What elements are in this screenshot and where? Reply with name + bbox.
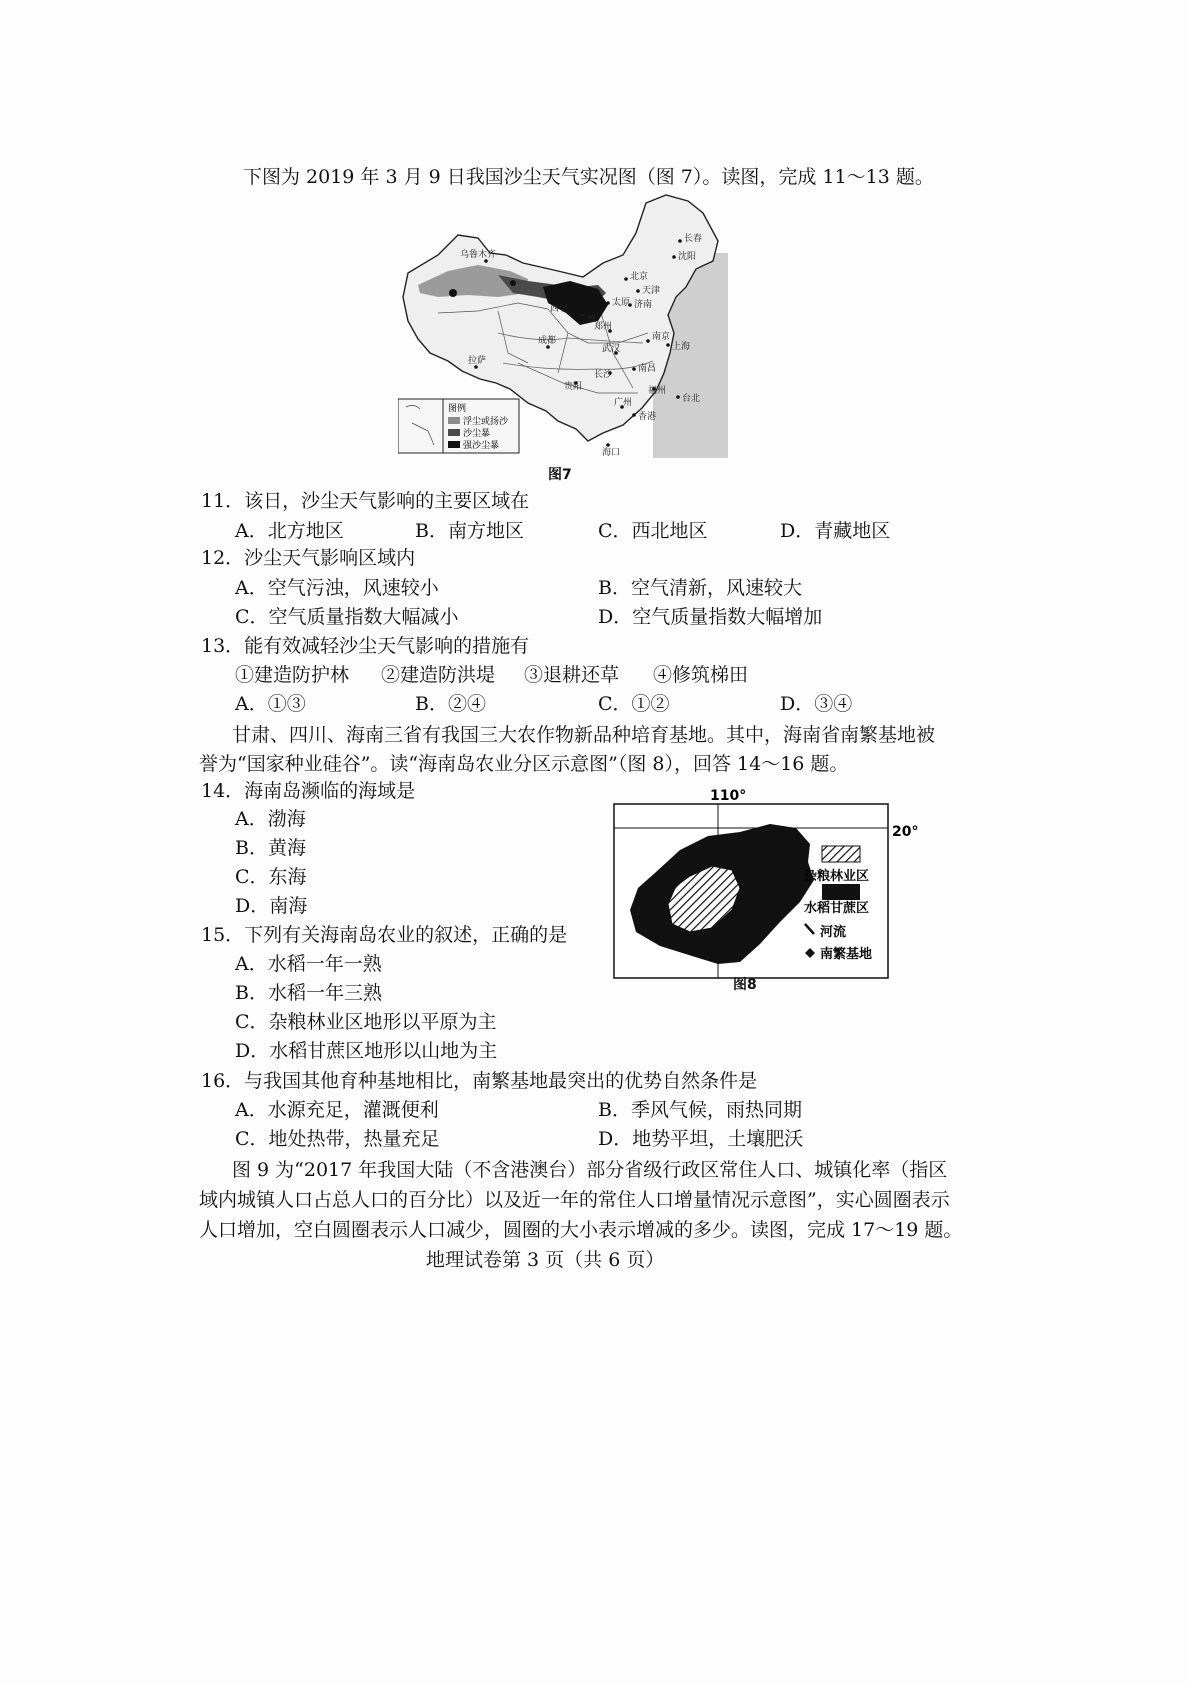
legend-severe: 强沙尘暴 (463, 441, 500, 451)
legend-swatch-sandstorm (448, 429, 460, 436)
intro-fig9-line3: 人口增加，空白圆圈表示人口减少，圆圈的大小表示增减的多少。读图，完成 17～19 题。 (199, 1219, 963, 1241)
q12-option-b: B．空气清新，风速较大 (598, 577, 802, 599)
q13-item-1: ①建造防护林 (235, 664, 350, 686)
legend-floating: 浮尘或扬沙 (463, 417, 509, 427)
intro-fig9-line1: 图 9 为“2017 年我国大陆（不含港澳台）部分省级行政区常住人口、城镇化率（指区 (232, 1159, 948, 1181)
svg-text:上海: 上海 (672, 342, 691, 352)
legend-rice-sugarcane: 水稻甘蔗区 (804, 901, 870, 916)
q13-item-3: ③退耕还草 (524, 664, 620, 686)
svg-text:天津: 天津 (642, 286, 661, 296)
dust-dot (449, 289, 457, 297)
q14-option-d: D．南海 (235, 895, 308, 917)
q16-option-c: C．地处热带，热量充足 (235, 1128, 440, 1150)
q16-stem: 16．与我国其他育种基地相比，南繁基地最突出的优势自然条件是 (201, 1070, 758, 1092)
legend-sandstorm: 沙尘暴 (463, 429, 491, 439)
legend-swatch-floating (448, 417, 460, 424)
q15-option-d: D．水稻甘蔗区地形以山地为主 (235, 1040, 498, 1062)
q11-option-d: D．青藏地区 (780, 520, 891, 542)
dust-dot (510, 280, 516, 286)
svg-text:长春: 长春 (684, 234, 703, 244)
svg-text:南昌: 南昌 (638, 364, 657, 374)
svg-text:广州: 广州 (614, 398, 633, 408)
svg-text:拉萨: 拉萨 (468, 356, 487, 366)
svg-text:福州: 福州 (648, 386, 667, 396)
svg-text:太原: 太原 (612, 298, 631, 308)
hainan-map-graphic (600, 784, 920, 994)
q13-stem: 13．能有效减轻沙尘天气影响的措施有 (201, 635, 530, 657)
figure-7-caption: 图7 (548, 467, 572, 483)
svg-text:济南: 济南 (634, 300, 653, 310)
figure-8-map (600, 784, 920, 994)
q12-option-a: A．空气污浊，风速较小 (235, 577, 439, 599)
longitude-label: 110° (710, 788, 747, 804)
svg-text:香港: 香港 (638, 412, 657, 422)
q15-option-c: C．杂粮林业区地形以平原为主 (235, 1011, 497, 1033)
svg-text:长沙: 长沙 (594, 370, 613, 380)
china-dust-map-graphic (398, 193, 728, 465)
latitude-label: 20° (892, 824, 919, 840)
q13-item-4: ④修筑梯田 (653, 664, 749, 686)
q15-option-b: B．水稻一年三熟 (235, 982, 382, 1004)
intro-fig9-line2: 域内城镇人口占总人口的百分比）以及近一年的常住人口增量情况示意图”，实心圆圈表示 (199, 1189, 950, 1211)
q11-option-c: C．西北地区 (598, 520, 708, 542)
page-footer: 地理试卷第 3 页（共 6 页） (426, 1249, 665, 1271)
q16-option-a: A．水源充足，灌溉便利 (235, 1099, 439, 1121)
q15-stem: 15．下列有关海南岛农业的叙述，正确的是 (201, 924, 568, 946)
q12-option-c: C．空气质量指数大幅减小 (235, 606, 459, 628)
q11-option-b: B．南方地区 (415, 520, 524, 542)
q14-option-b: B．黄海 (235, 837, 306, 859)
q13-option-b: B．②④ (415, 693, 486, 715)
q14-option-a: A．渤海 (235, 808, 306, 830)
svg-text:乌鲁木齐: 乌鲁木齐 (460, 250, 497, 260)
figure-7-map (398, 193, 728, 465)
q13-option-d: D．③④ (780, 693, 853, 715)
q13-option-a: A．①③ (235, 693, 306, 715)
legend-river: 河流 (820, 925, 847, 940)
q14-stem: 14．海南岛濒临的海域是 (201, 780, 416, 802)
legend-grain-forestry: 杂粮林业区 (804, 869, 870, 884)
q12-option-d: D．空气质量指数大幅增加 (598, 606, 823, 628)
svg-text:沈阳: 沈阳 (678, 252, 697, 262)
q16-option-d: D．地势平坦，土壤肥沃 (598, 1128, 804, 1150)
svg-text:贵阳: 贵阳 (564, 382, 583, 392)
figure-8-caption: 图8 (733, 977, 757, 993)
q13-item-2: ②建造防洪堤 (381, 664, 496, 686)
intro-fig7: 下图为 2019 年 3 月 9 日我国沙尘天气实况图（图 7）。读图，完成 11～13 题。 (243, 166, 934, 188)
svg-text:南京: 南京 (652, 332, 671, 342)
q13-option-c: C．①② (598, 693, 670, 715)
legend-swatch-rice-sugarcane (822, 884, 860, 900)
svg-text:郑州: 郑州 (594, 322, 613, 332)
q12-stem: 12．沙尘天气影响区域内 (201, 547, 416, 569)
south-sea-inset (398, 399, 443, 453)
q16-option-b: B．季风气候，雨热同期 (598, 1099, 802, 1121)
svg-text:成都: 成都 (538, 336, 557, 346)
svg-text:海口: 海口 (602, 448, 621, 458)
q14-option-c: C．东海 (235, 866, 307, 888)
svg-text:北京: 北京 (630, 272, 649, 282)
intro-fig8-line1: 甘肃、四川、海南三省有我国三大农作物新品种培育基地。其中，海南省南繁基地被 (232, 724, 936, 746)
q15-option-a: A．水稻一年一熟 (235, 953, 382, 975)
legend-swatch-severe (448, 441, 460, 448)
legend-title: 图例 (448, 404, 467, 414)
intro-fig8-line2: 誉为“国家种业硅谷”。读“海南岛农业分区示意图”（图 8），回答 14～16 题。 (199, 753, 849, 775)
svg-text:武汉: 武汉 (602, 344, 621, 354)
legend-swatch-grain-forestry (822, 846, 860, 862)
svg-text:台北: 台北 (682, 394, 701, 404)
svg-text:兰州: 兰州 (578, 314, 597, 324)
q11-option-a: A．北方地区 (235, 520, 344, 542)
legend-nanfan-base: 南繁基地 (820, 947, 873, 962)
q11-stem: 11．该日，沙尘天气影响的主要区域在 (201, 490, 530, 512)
svg-text:西宁: 西宁 (550, 304, 569, 314)
